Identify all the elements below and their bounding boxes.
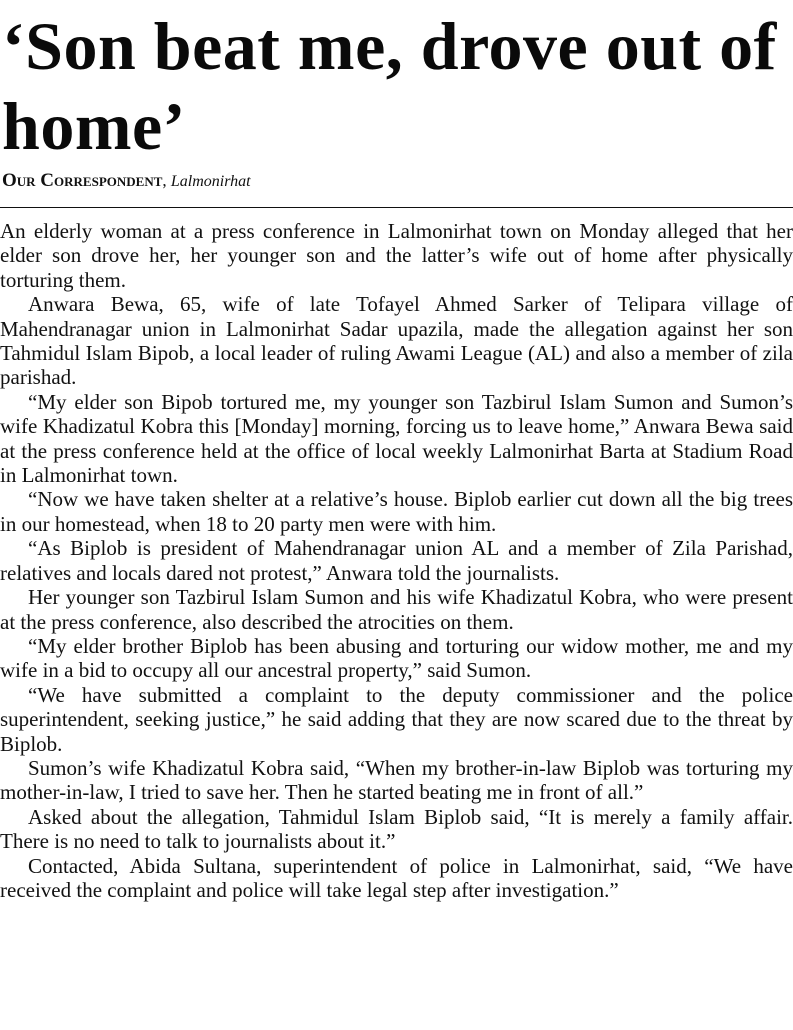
byline-divider [0,207,793,208]
article-byline [0,170,793,193]
article-paragraph: Anwara Bewa, 65, wife of late Tofayel Ahmed Sarker of Telipara village of Mahendranagar union in Lalmonirhat Sadar upazila, made the allegation against her son Tahmidul Islam Bipob, a local leader of ruling Awami League (AL) and also a member of zila parishad. [0,292,793,390]
article-paragraph: “My elder brother Biplob has been abusing and torturing our widow mother, me and my wife in a bid to occupy all our ancestral property,” said Sumon. [0,633,793,683]
article-paragraph: “My elder son Bipob tortured me, my younger son Tazbirul Islam Sumon and Sumon’s wife Khadizatul Kobra this [Monday] morning, forcing us to leave home,” Anwara Bewa said at the press conference held at the office of local weekly Lalmonirhat Barta at Stadium Road in Lalmonirhat town. [0,389,793,488]
article-paragraph: Sumon’s wife Khadizatul Kobra said, “When my brother-in-law Biplob was torturing my mother-in-law, I tried to save her. Then he started beating me in front of all.” [0,755,793,805]
news-article [0,0,793,191]
article-paragraph: An elderly woman at a press conference in Lalmonirhat town on Monday alleged that her elder son drove her, her younger son and the latter’s wife out of home after physically torturing them. [0,219,793,292]
article-paragraph: “As Biplob is president of Mahendranagar union AL and a member of Zila Parishad, relatives and locals dared not protest,” Anwara told the journalists. [0,536,793,585]
article-paragraph: “We have submitted a complaint to the deputy commissioner and the police superintendent, seeking justice,” he said adding that they are now scared due to the threat by Biplob. [0,682,793,756]
article-paragraph: Her younger son Tazbirul Islam Sumon and his wife Khadizatul Kobra, who were present at the press conference, also described the atrocities on them. [0,585,793,634]
byline-separator: , [162,171,171,190]
article-paragraph: Asked about the allegation, Tahmidul Islam Biplob said, “It is merely a family affair. There is no need to talk to journalists about it.” [0,804,793,854]
article-headline: ‘Son beat me, drove out of home’ [2,8,777,164]
article-paragraph: “Now we have taken shelter at a relative’s house. Biplob earlier cut down all the big trees in our homestead, when 18 to 20 party men were with him. [0,487,793,536]
article-body [0,219,793,902]
byline-location: Lalmonirhat [170,173,251,190]
article-paragraph: Contacted, Abida Sultana, superintendent of police in Lalmonirhat, said, “We have received the complaint and police will take legal step after investigation.” [0,853,793,902]
byline-author: Our Correspondent [2,170,163,191]
